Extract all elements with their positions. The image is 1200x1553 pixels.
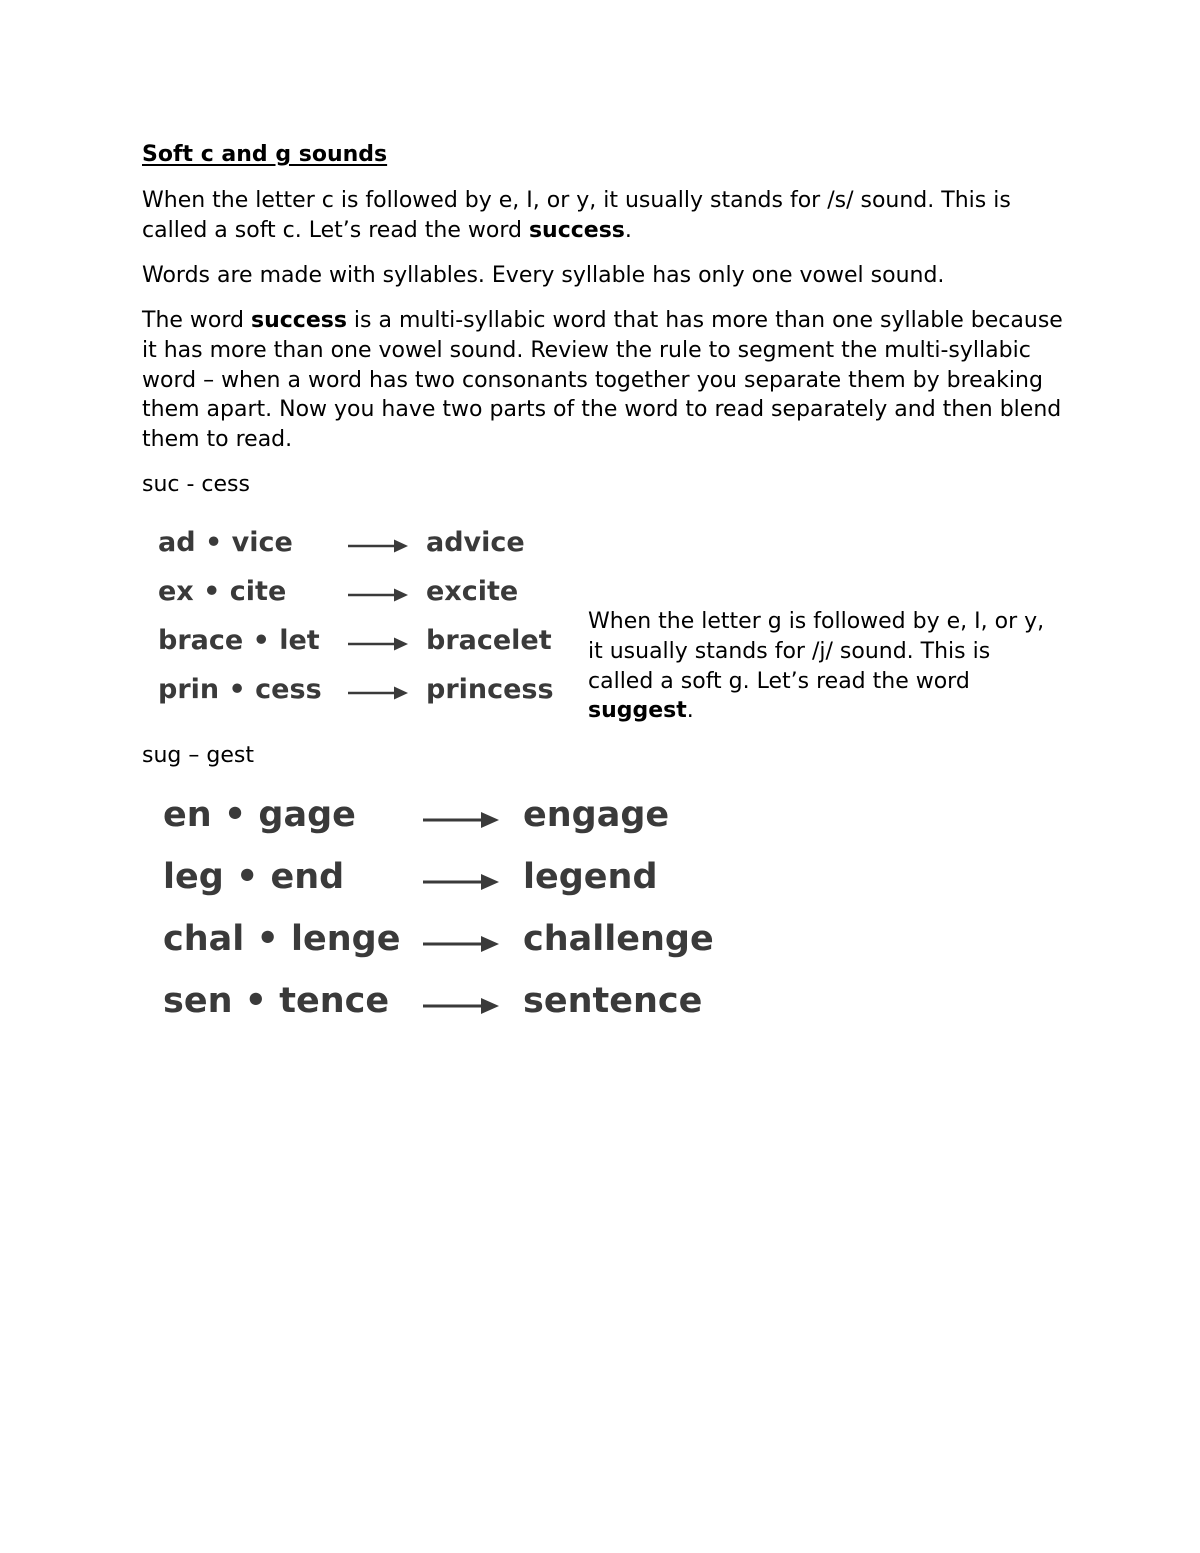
- syllable-parts: leg • end: [163, 857, 345, 897]
- syllable-parts: prin • cess: [158, 674, 322, 705]
- syllable-parts: ex • cite: [158, 576, 287, 607]
- syllables-paragraph: Words are made with syllables. Every syllable has only one vowel sound.: [142, 263, 945, 288]
- blended-word: advice: [426, 527, 525, 558]
- syllable-parts: chal • lenge: [163, 919, 401, 959]
- long-right-arrow-icon: [423, 996, 501, 1016]
- soft-c-split-example: suc - cess: [142, 472, 250, 497]
- soft-c-intro-paragraph: [142, 186, 1072, 246]
- blended-word: challenge: [523, 919, 714, 959]
- soft-g-intro-end: .: [686, 698, 694, 724]
- segment-rule-start: The word: [142, 308, 251, 333]
- segment-rule-example-word: success: [250, 308, 347, 333]
- page-title: Soft c and g sounds: [142, 142, 388, 167]
- syllable-parts: en • gage: [163, 795, 356, 835]
- soft-g-example-word: suggest: [588, 698, 687, 724]
- soft-c-example-word: success: [528, 217, 625, 243]
- blended-word: princess: [426, 674, 554, 705]
- syllable-parts: ad • vice: [158, 527, 293, 558]
- blended-word: sentence: [523, 981, 703, 1021]
- soft-c-intro-end: .: [624, 217, 632, 243]
- soft-g-intro-text: When the letter g is followed by e, I, or y, it usually stands for /j/ sound. This is called a soft g. Let’s read the word: [588, 609, 1045, 694]
- blended-word: excite: [426, 576, 519, 607]
- blended-word: engage: [523, 795, 670, 835]
- soft-g-intro-paragraph: [588, 607, 1058, 726]
- long-right-arrow-icon: [348, 685, 410, 701]
- long-right-arrow-icon: [423, 872, 501, 892]
- long-right-arrow-icon: [348, 538, 410, 554]
- blended-word: legend: [523, 857, 658, 897]
- segment-rule-paragraph: [142, 306, 1072, 455]
- long-right-arrow-icon: [423, 810, 501, 830]
- long-right-arrow-icon: [348, 587, 410, 603]
- segment-rule-text: is a multi-syllabic word that has more than one syllable because it has more than one vowel sound. Review the rule to segment the multi-syllabic word – when a word has two consonants together you separate them by breaking them apart. Now you have two parts of the word to read separately and then blend them to read.: [142, 308, 1063, 453]
- soft-g-split-example: sug – gest: [142, 743, 254, 768]
- blended-word: bracelet: [426, 625, 552, 656]
- soft-c-intro-text: When the letter c is followed by e, I, or y, it usually stands for /s/ sound. This is called a soft c. Let’s read the word: [142, 188, 1011, 243]
- long-right-arrow-icon: [348, 636, 410, 652]
- long-right-arrow-icon: [423, 934, 501, 954]
- syllable-parts: brace • let: [158, 625, 320, 656]
- syllable-parts: sen • tence: [163, 981, 390, 1021]
